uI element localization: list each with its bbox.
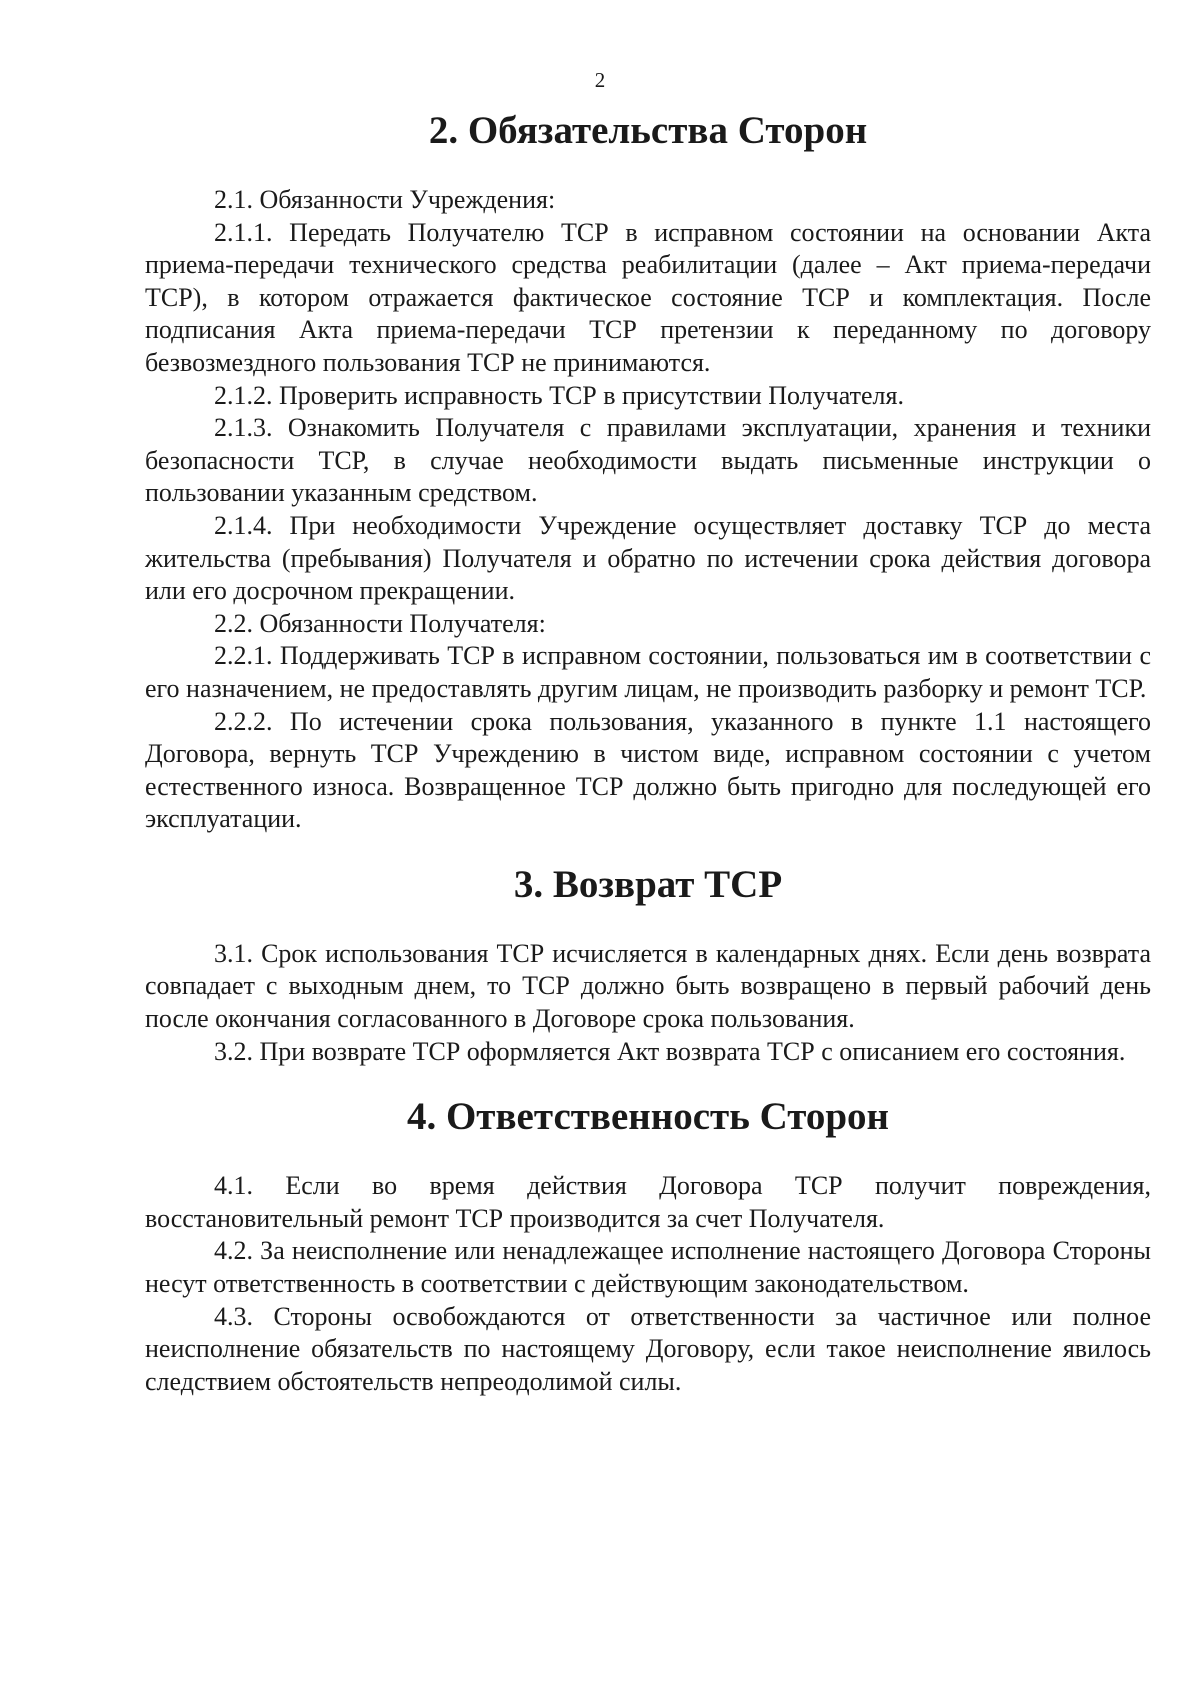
paragraph-3-2: 3.2. При возврате ТСР оформляется Акт возврата ТСР с описанием его состояния.: [214, 1036, 1126, 1066]
paragraph-2-1-4: 2.1.4. При необходимости Учреждение осуществляет доставку ТСР до места жительства (пребывания) Получателя и обратно по истечении срока действия договора или его досрочном прекращении.: [145, 510, 1151, 606]
paragraph-2-2-2: 2.2.2. По истечении срока пользования, указанного в пункте 1.1 настоящего Договора, вернуть ТСР Учреждению в чистом виде, исправном состоянии с учетом естественного износа. Возвращенное ТСР должно быть пригодно для последующей его эксплуатации.: [145, 706, 1151, 834]
section-title: 2. Обязательства Сторон: [428, 109, 868, 152]
section-obligations: [145, 109, 1151, 836]
page-number: 2: [594, 68, 606, 92]
section-liability: [145, 1095, 1151, 1398]
paragraph-2-2-1: 2.2.1. Поддерживать ТСР в исправном состоянии, пользоваться им в соответствии с его назначением, не предоставлять другим лицам, не производить разборку и ремонт ТСР.: [145, 641, 1151, 703]
paragraph-2-2: 2.2. Обязанности Получателя:: [214, 608, 546, 638]
paragraph-4-2: 4.2. За неисполнение или ненадлежащее исполнение настоящего Договора Стороны несут ответственность в соответствии с действующим законодательством.: [145, 1236, 1151, 1299]
section-title: 3. Возврат ТСР: [513, 862, 783, 906]
paragraph-2-1-2: 2.1.2. Проверить исправность ТСР в присутствии Получателя.: [214, 380, 904, 410]
document-body: [145, 109, 1151, 1398]
section-return: [145, 862, 1151, 1068]
paragraph-2-1-1: 2.1.1. Передать Получателю ТСР в исправном состоянии на основании Акта приема-передачи технического средства реабилитации (далее – Акт приема-передачи ТСР), в котором отражается фактическое состояние ТСР и комплектация. После подписания Акта приема-передачи ТСР претензии к переданному по договору безвозмездного пользования ТСР не принимаются.: [145, 217, 1151, 377]
paragraph-2-1: 2.1. Обязанности Учреждения:: [214, 185, 556, 214]
section-title: 4. Ответственность Сторон: [406, 1095, 890, 1139]
paragraph-3-1: 3.1. Срок использования ТСР исчисляется в календарных днях. Если день возврата совпадает с выходным днем, то ТСР должно быть возвращено в первый рабочий день после окончания согласованного в Договоре срока пользования.: [145, 938, 1151, 1034]
paragraph-4-1: 4.1. Если во время действия Договора ТСР получит повреждения, восстановительный ремонт ТСР производится за счет Получателя.: [145, 1171, 1151, 1233]
paragraph-4-3: 4.3. Стороны освобождаются от ответственности за частичное или полное неисполнение обязательств по настоящему Договору, если такое неисполнение явилось следствием обстоятельств непреодолимой силы.: [145, 1301, 1151, 1396]
paragraph-2-1-3: 2.1.3. Ознакомить Получателя с правилами эксплуатации, хранения и техники безопасности ТСР, в случае необходимости выдать письменные инструкции о пользовании указанным средством.: [145, 413, 1151, 508]
